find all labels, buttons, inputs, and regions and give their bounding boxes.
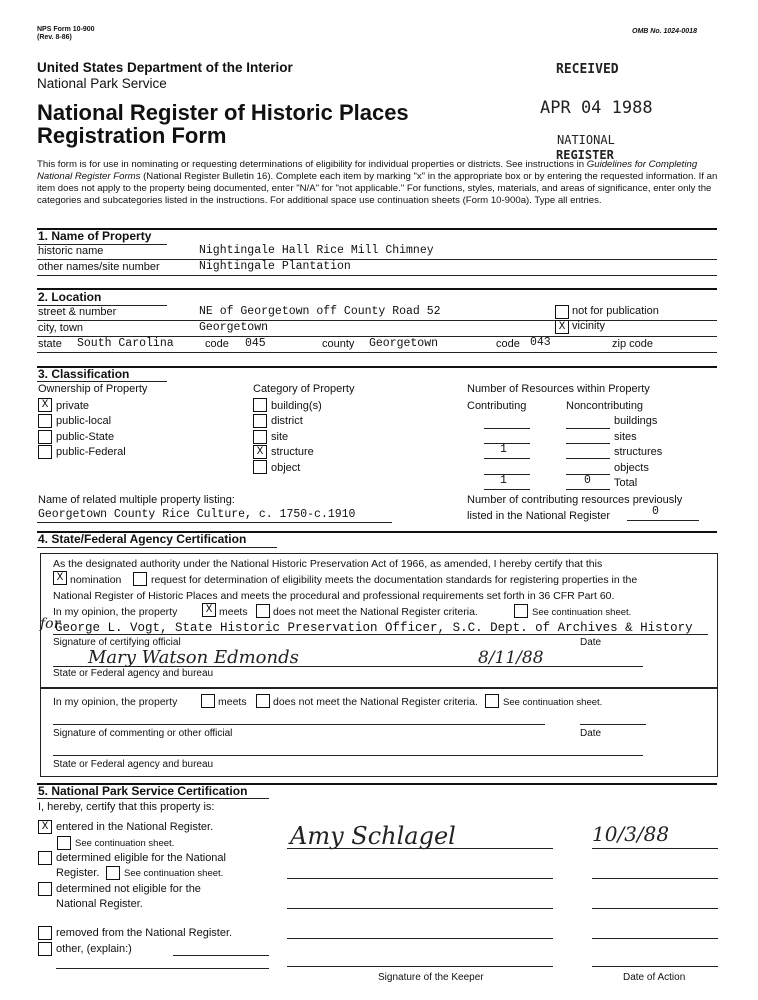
official-typed-line bbox=[53, 634, 708, 635]
continuation-checkbox-5b[interactable] bbox=[106, 866, 120, 880]
received-stamp: RECEIVED bbox=[556, 62, 619, 77]
entered-checkbox[interactable]: X bbox=[38, 820, 52, 834]
category-object-label: object bbox=[271, 462, 301, 474]
omb-number: OMB No. 1024-0018 bbox=[632, 28, 697, 35]
action-line-3 bbox=[592, 908, 718, 909]
nomination-label: nomination bbox=[70, 574, 122, 586]
multiple-listing-line bbox=[37, 522, 392, 523]
eligible-label: determined eligible for the National bbox=[56, 852, 226, 864]
opinion2-label: In my opinion, the property bbox=[53, 696, 178, 708]
nomination-checkbox[interactable]: X bbox=[53, 571, 67, 585]
noncontrib-line-structures bbox=[566, 458, 610, 459]
multiple-listing-label: Name of related multiple property listing: bbox=[38, 494, 235, 506]
section-3-title-underline bbox=[37, 381, 167, 382]
state-label: state bbox=[38, 338, 62, 350]
national-stamp: NATIONAL bbox=[557, 133, 615, 147]
continuation-checkbox-5a[interactable] bbox=[57, 836, 71, 850]
street-label: street & number bbox=[38, 306, 117, 318]
official-typed-name[interactable]: George L. Vogt, State Historic Preservation Officer, S.C. Dept. of Archives & History bbox=[55, 621, 693, 635]
continuation-label-4a: See continuation sheet. bbox=[532, 607, 632, 618]
historic-name-line bbox=[37, 259, 717, 260]
not-for-publication-checkbox[interactable] bbox=[555, 305, 569, 319]
state-code-field[interactable]: 045 bbox=[245, 337, 266, 350]
noncontrib-line-total bbox=[566, 489, 610, 490]
street-field[interactable]: NE of Georgetown off County Road 52 bbox=[199, 305, 441, 318]
other-explain-line bbox=[173, 955, 269, 956]
other-checkbox[interactable] bbox=[38, 942, 52, 956]
continuation-label-5a: See continuation sheet. bbox=[75, 838, 175, 849]
continuation-label-4b: See continuation sheet. bbox=[503, 697, 603, 708]
section-4-title: 4. State/Federal Agency Certification bbox=[38, 532, 247, 546]
keeper-label: Signature of the Keeper bbox=[378, 972, 484, 983]
nps-intro: I, hereby, certify that this property is: bbox=[38, 801, 215, 813]
section-5-title: 5. National Park Service Certification bbox=[38, 784, 248, 798]
category-buildings-checkbox[interactable] bbox=[253, 398, 267, 412]
category-buildings-label: building(s) bbox=[271, 400, 322, 412]
commenting-date-line bbox=[580, 724, 646, 725]
does-not-meet2-label: does not meet the National Register criteria. bbox=[273, 696, 478, 708]
previously-listed-label-2: listed in the National Register bbox=[467, 510, 611, 522]
section-5-title-underline bbox=[37, 798, 269, 799]
contrib-line-objects bbox=[484, 474, 530, 475]
form-instructions bbox=[37, 159, 720, 207]
keeper-line-3 bbox=[287, 908, 553, 909]
does-not-meet-label: does not meet the National Register criteria. bbox=[273, 606, 478, 618]
continuation-checkbox-4a[interactable] bbox=[514, 604, 528, 618]
res-buildings-label: buildings bbox=[614, 415, 658, 427]
commenting-label: Signature of commenting or other official bbox=[53, 728, 233, 739]
form-revision: (Rev. 8-86) bbox=[37, 34, 72, 41]
ownership-private-label: private bbox=[56, 400, 90, 412]
res-total-label: Total bbox=[614, 477, 638, 489]
removed-label: removed from the National Register. bbox=[56, 927, 233, 939]
section-4-title-underline bbox=[37, 547, 277, 548]
certifying-date[interactable]: 8/11/88 bbox=[478, 648, 544, 668]
form-number: NPS Form 10-900 bbox=[37, 26, 95, 33]
cert-line-1: As the designated authority under the National Historic Preservation Act of 1966, as amended, I hereby certify that this bbox=[53, 558, 603, 570]
city-field[interactable]: Georgetown bbox=[199, 321, 269, 334]
category-structure-label: structure bbox=[271, 446, 314, 458]
action-date-label: Date of Action bbox=[623, 972, 686, 983]
city-label: city, town bbox=[38, 322, 84, 334]
does-not-meet2-checkbox[interactable] bbox=[256, 694, 270, 708]
res-objects-label: objects bbox=[614, 462, 649, 474]
other-names-line bbox=[37, 275, 717, 276]
county-field[interactable]: Georgetown bbox=[369, 337, 439, 350]
county-code-label: code bbox=[496, 338, 520, 350]
category-structure-checkbox[interactable]: X bbox=[253, 445, 267, 459]
does-not-meet-checkbox[interactable] bbox=[256, 604, 270, 618]
not-eligible-label-2: National Register. bbox=[56, 898, 143, 910]
section-3-rule bbox=[37, 366, 717, 368]
state-code-label: code bbox=[205, 338, 229, 350]
other-names-label: other names/site number bbox=[38, 261, 160, 273]
register-stamp: REGISTER bbox=[556, 148, 614, 162]
meets-label: meets bbox=[219, 606, 248, 618]
category-district-checkbox[interactable] bbox=[253, 414, 267, 428]
street-line bbox=[37, 320, 717, 321]
eligible-label-2: Register. bbox=[56, 867, 100, 879]
historic-name-field[interactable]: Nightingale Hall Rice Mill Chimney bbox=[199, 244, 434, 257]
other-names-field[interactable]: Nightingale Plantation bbox=[199, 260, 351, 273]
form-title-line1: National Register of Historic Places bbox=[37, 100, 409, 125]
not-for-publication-label: not for publication bbox=[572, 305, 659, 317]
request-text: request for determination of eligibility meets the documentation standards for registering properties in the bbox=[151, 574, 638, 586]
date-label: Date bbox=[580, 637, 602, 648]
form-title-line2: Registration Form bbox=[37, 123, 227, 148]
commenting-signature-line bbox=[53, 724, 545, 725]
ownership-public-federal-checkbox[interactable] bbox=[38, 445, 52, 459]
ownership-public-state-label: public-State bbox=[56, 431, 115, 443]
ownership-public-local-label: public-local bbox=[56, 415, 112, 427]
keeper-signature[interactable]: Amy Schlagel bbox=[290, 822, 456, 850]
previously-listed-label-1: Number of contributing resources previously bbox=[467, 494, 683, 506]
category-header: Category of Property bbox=[253, 383, 355, 395]
signature-line bbox=[53, 666, 643, 667]
bureau2-line bbox=[53, 755, 643, 756]
zip-label: zip code bbox=[612, 338, 653, 350]
section-3-title: 3. Classification bbox=[38, 367, 130, 381]
department-name: United States Department of the Interior bbox=[37, 60, 293, 75]
noncontrib-line-buildings bbox=[566, 428, 610, 429]
meets-checkbox[interactable]: X bbox=[202, 603, 216, 617]
noncontrib-line-sites bbox=[566, 443, 610, 444]
res-structures-label: structures bbox=[614, 446, 663, 458]
previously-listed-line bbox=[627, 520, 699, 521]
keeper-line-4 bbox=[287, 938, 553, 939]
meets2-label: meets bbox=[218, 696, 247, 708]
certifying-signature[interactable]: Mary Watson Edmonds bbox=[88, 647, 299, 668]
instructions-text-a: This form is for use in nominating or requesting determinations of eligibility for individual properties or districts. See instructions in bbox=[37, 159, 587, 170]
keeper-line-5 bbox=[287, 966, 553, 967]
category-site-checkbox[interactable] bbox=[253, 430, 267, 444]
eligible-checkbox[interactable] bbox=[38, 851, 52, 865]
contrib-total-value[interactable]: 1 bbox=[500, 474, 507, 487]
cert-line-3: National Register of Historic Places and meets the procedural and professional requirements set forth in 36 CFR Part 60. bbox=[53, 590, 615, 602]
meets2-checkbox[interactable] bbox=[201, 694, 215, 708]
other-label: other, (explain:) bbox=[56, 943, 132, 955]
contrib-line-buildings bbox=[484, 428, 530, 429]
vicinity-label: vicinity bbox=[572, 320, 606, 332]
historic-name-label: historic name bbox=[38, 245, 104, 257]
contrib-line-sites bbox=[484, 443, 530, 444]
action-line-1 bbox=[592, 848, 718, 849]
keeper-line-1 bbox=[287, 848, 553, 849]
instructions-text-b: (National Register Bulletin 16). Complete each item by marking "x" in the appropriate box or by entering the requested information. If an item does not apply to the property being documented, enter "N/A" for "not applicable." For functions, styles, materials, and areas of significance, enter only the categories and subcategories listed in the instructions. For additional space use continuation sheets (Form 10-900a). Type all entries. bbox=[37, 171, 718, 206]
section-2-rule bbox=[37, 288, 717, 290]
request-checkbox[interactable] bbox=[133, 572, 147, 586]
date2-label: Date bbox=[580, 728, 602, 739]
action-line-2 bbox=[592, 878, 718, 879]
multiple-listing-field[interactable]: Georgetown County Rice Culture, c. 1750-c.1910 bbox=[38, 508, 356, 521]
entered-label: entered in the National Register. bbox=[56, 821, 214, 833]
other-explain-line-2 bbox=[56, 968, 269, 969]
category-object-checkbox[interactable] bbox=[253, 460, 267, 474]
contrib-line-total bbox=[484, 489, 530, 490]
not-eligible-checkbox[interactable] bbox=[38, 882, 52, 896]
keeper-line-2 bbox=[287, 878, 553, 879]
action-line-4 bbox=[592, 938, 718, 939]
state-line bbox=[37, 352, 717, 353]
received-date-stamp: APR 04 1988 bbox=[540, 98, 653, 118]
state-field[interactable]: South Carolina bbox=[77, 337, 174, 350]
category-site-label: site bbox=[271, 431, 289, 443]
res-sites-label: sites bbox=[614, 431, 637, 443]
continuation-checkbox-4b[interactable] bbox=[485, 694, 499, 708]
signature-label: Signature of certifying official bbox=[53, 637, 181, 648]
instructions-guidelines: Guidelines for Completing National Register Forms bbox=[37, 159, 698, 182]
service-name: National Park Service bbox=[37, 76, 167, 91]
ownership-public-local-checkbox[interactable] bbox=[38, 414, 52, 428]
county-label: county bbox=[322, 338, 355, 350]
county-code-field[interactable]: 043 bbox=[530, 336, 551, 349]
continuation-label-5b: See continuation sheet. bbox=[124, 868, 224, 879]
noncontributing-header: Noncontributing bbox=[566, 400, 644, 412]
section-2-title: 2. Location bbox=[38, 290, 102, 304]
contrib-structures-value[interactable]: 1 bbox=[500, 443, 507, 456]
opinion-label: In my opinion, the property bbox=[53, 606, 178, 618]
noncontrib-total-value[interactable]: 0 bbox=[584, 474, 591, 487]
section-1-title: 1. Name of Property bbox=[38, 229, 152, 243]
action-date[interactable]: 10/3/88 bbox=[592, 822, 670, 846]
ownership-private-checkbox[interactable]: X bbox=[38, 398, 52, 412]
contrib-line-structures bbox=[484, 458, 530, 459]
vicinity-checkbox[interactable]: X bbox=[555, 320, 569, 334]
not-eligible-label: determined not eligible for the bbox=[56, 883, 201, 895]
bureau2-label: State or Federal agency and bureau bbox=[53, 759, 214, 770]
ownership-public-state-checkbox[interactable] bbox=[38, 430, 52, 444]
removed-checkbox[interactable] bbox=[38, 926, 52, 940]
category-district-label: district bbox=[271, 415, 303, 427]
resources-header: Number of Resources within Property bbox=[467, 383, 650, 395]
ownership-header: Ownership of Property bbox=[38, 383, 148, 395]
for-annotation: for bbox=[40, 616, 61, 632]
action-line-5 bbox=[592, 966, 718, 967]
contributing-header: Contributing bbox=[467, 400, 527, 412]
previously-listed-value[interactable]: 0 bbox=[652, 505, 659, 518]
ownership-public-federal-label: public-Federal bbox=[56, 446, 126, 458]
bureau-label: State or Federal agency and bureau bbox=[53, 668, 214, 679]
